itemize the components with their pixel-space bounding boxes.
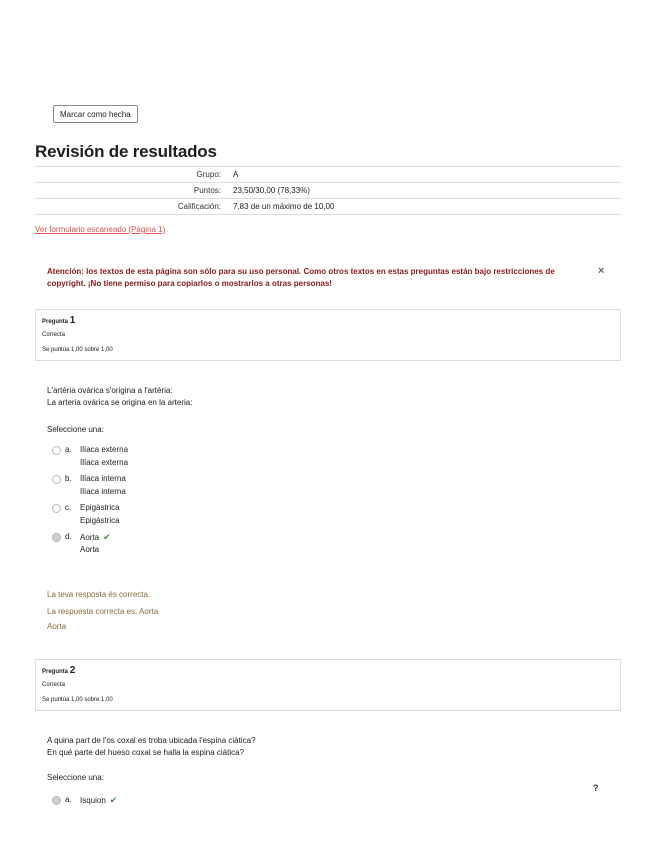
answer-text-ca: Ilíaca interna (80, 474, 126, 483)
answer-letter: b. (65, 474, 72, 483)
question-title (42, 315, 75, 326)
question-label: Pregunta (42, 319, 69, 325)
answer-text-es: Aorta (80, 545, 100, 554)
page-title: Revisión de resultados (35, 142, 217, 161)
copyright-notice: Atención: los textos de esta página son sólo para su uso personal. Como otros textos en estas preguntas están bajo restricciones de copyright. ¡No tiene permiso para copiarlos o mostrarlos a otras personas! (47, 267, 555, 288)
summary-value: A (227, 167, 621, 183)
select-prompt: Seleccione una: (47, 425, 104, 434)
summary-label: Puntos: (35, 183, 227, 199)
summary-table (35, 166, 621, 215)
feedback-correct-answer: La respuesta correcta es: Aorta (47, 607, 159, 616)
question-grade: Se puntúa 1,00 sobre 1,00 (42, 347, 113, 353)
answer-text-ca (80, 532, 111, 543)
feedback-correct-answer-alt: Aorta (47, 622, 67, 631)
radio-button[interactable] (52, 504, 61, 513)
answer-letter: a. (65, 795, 72, 804)
answer-option[interactable] (52, 795, 252, 809)
answer-option[interactable] (52, 474, 252, 502)
check-icon: ✔ (109, 795, 118, 805)
answer-text-es: Epigástrica (80, 516, 120, 525)
answer-letter: c. (65, 503, 72, 512)
summary-row-points (35, 183, 621, 199)
answer-text-es: Ilíaca interna (80, 487, 126, 496)
scanned-form-link[interactable]: Ver formulario escaneado (Página 1) (35, 225, 166, 234)
question-text-ca: A quina part de l'os coxal es troba ubicada l'espina ciàtica? (47, 736, 256, 745)
question-text-es: En qué parte del hueso coxal se halla la espina ciática? (47, 748, 245, 757)
check-icon: ✔ (103, 532, 111, 542)
summary-label: Grupo: (35, 167, 227, 183)
question-number: 2 (69, 665, 76, 676)
feedback-result: La teva resposta és correcta. (47, 590, 151, 599)
answer-text-value: Aorta (80, 533, 100, 542)
answer-text-ca (80, 795, 117, 806)
answer-option[interactable] (52, 503, 252, 531)
close-icon[interactable]: × (598, 265, 605, 277)
answer-text-ca: Ilíaca externa (80, 445, 129, 454)
answer-option[interactable] (52, 445, 252, 473)
question-label: Pregunta (42, 669, 69, 675)
question-state: Correcta (42, 682, 66, 688)
radio-button[interactable] (52, 446, 61, 455)
answer-text-es: Ilíaca externa (80, 458, 129, 467)
answer-letter: d. (65, 532, 72, 541)
summary-value: 23,50/30,00 (78,33%) (227, 183, 621, 199)
question-number: 1 (69, 315, 76, 326)
radio-button[interactable] (52, 475, 61, 484)
select-prompt: Seleccione una: (47, 773, 104, 782)
mark-as-done-button[interactable]: Marcar como hecha (53, 105, 138, 123)
question-state: Correcta (42, 332, 66, 338)
answer-text-value: Isquion (80, 796, 106, 805)
summary-label: Calificación: (35, 199, 227, 215)
question-info-2 (35, 659, 621, 711)
summary-row-grade (35, 199, 621, 215)
question-title (42, 665, 75, 676)
question-text (47, 735, 256, 759)
radio-button-selected[interactable] (52, 796, 61, 805)
answer-option[interactable] (52, 532, 252, 560)
question-text-es: La arteria ovárica se origina en la arteria: (47, 398, 193, 407)
question-info-1 (35, 309, 621, 361)
question-feedback (47, 587, 158, 634)
question-text (47, 385, 192, 409)
question-grade: Se puntúa 1,00 sobre 1,00 (42, 697, 113, 703)
help-icon[interactable]: ? (593, 783, 599, 793)
radio-button-selected[interactable] (52, 533, 61, 542)
summary-row-group (35, 167, 621, 183)
question-text-ca: L'artèria ovàrica s'origina a l'artèria: (47, 386, 173, 395)
summary-value: 7,83 de un máximo de 10,00 (227, 199, 621, 215)
answer-letter: a. (65, 445, 72, 454)
answer-text-ca: Epigàstrica (80, 503, 120, 512)
